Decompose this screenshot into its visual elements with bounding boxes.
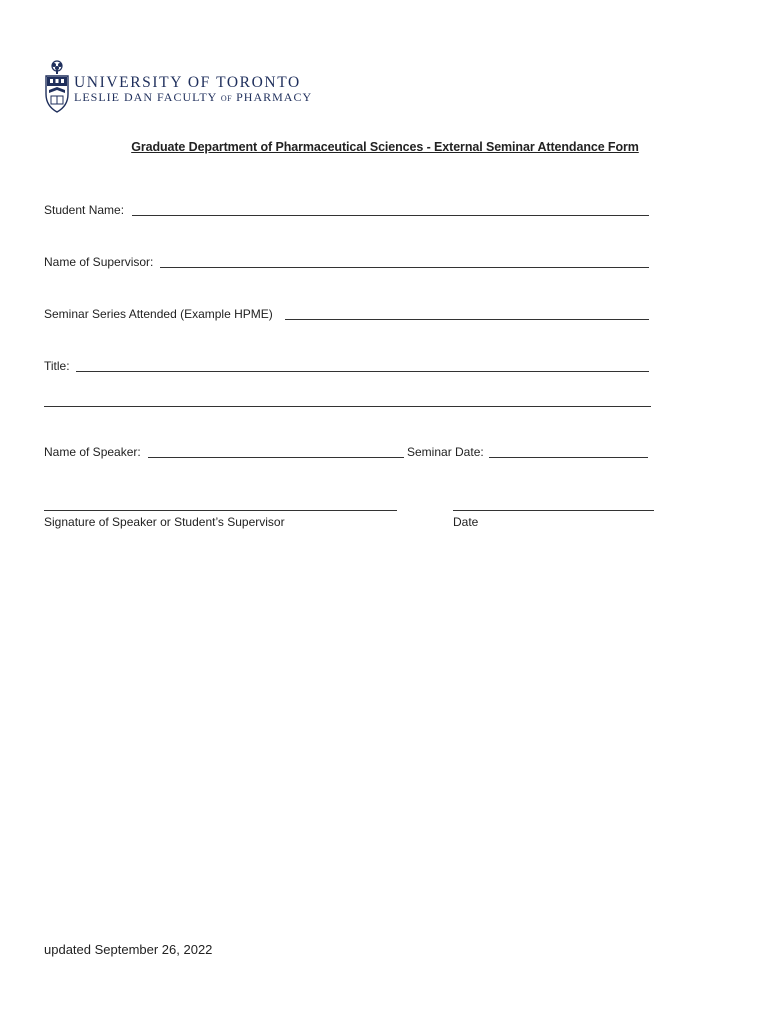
- logo-university-name: UNIVERSITY OF TORONTO: [74, 74, 301, 91]
- university-crest-icon: [44, 60, 70, 116]
- signature-date-label: Date: [453, 515, 479, 529]
- speaker-label: Name of Speaker:: [44, 445, 141, 459]
- seminar-date-label: Seminar Date:: [407, 445, 484, 459]
- speaker-field[interactable]: [148, 457, 404, 458]
- logo-faculty-of: OF: [220, 94, 233, 103]
- student-name-label: Student Name:: [44, 203, 125, 217]
- seminar-title-label: Title:: [44, 359, 70, 373]
- seminar-title-field-line2[interactable]: [44, 406, 651, 407]
- logo-faculty-part1: LESLIE DAN FACULTY: [74, 90, 221, 104]
- seminar-series-field[interactable]: [285, 319, 649, 320]
- signature-field[interactable]: [44, 510, 397, 511]
- supervisor-field[interactable]: [160, 267, 649, 268]
- seminar-title-field[interactable]: [76, 371, 649, 372]
- seminar-date-field[interactable]: [489, 457, 648, 458]
- supervisor-label: Name of Supervisor:: [44, 255, 154, 269]
- student-name-field[interactable]: [132, 215, 649, 216]
- form-title: Graduate Department of Pharmaceutical Sciences - External Seminar Attendance Form: [131, 140, 639, 154]
- updated-date: updated September 26, 2022: [44, 942, 213, 957]
- logo-faculty-part2: PHARMACY: [232, 90, 313, 104]
- signature-label: Signature of Speaker or Student’s Supervisor: [44, 515, 285, 529]
- signature-date-field[interactable]: [453, 510, 654, 511]
- university-logo: [44, 60, 344, 120]
- seminar-series-label: Seminar Series Attended (Example HPME): [44, 307, 273, 321]
- logo-faculty-name: [74, 90, 312, 105]
